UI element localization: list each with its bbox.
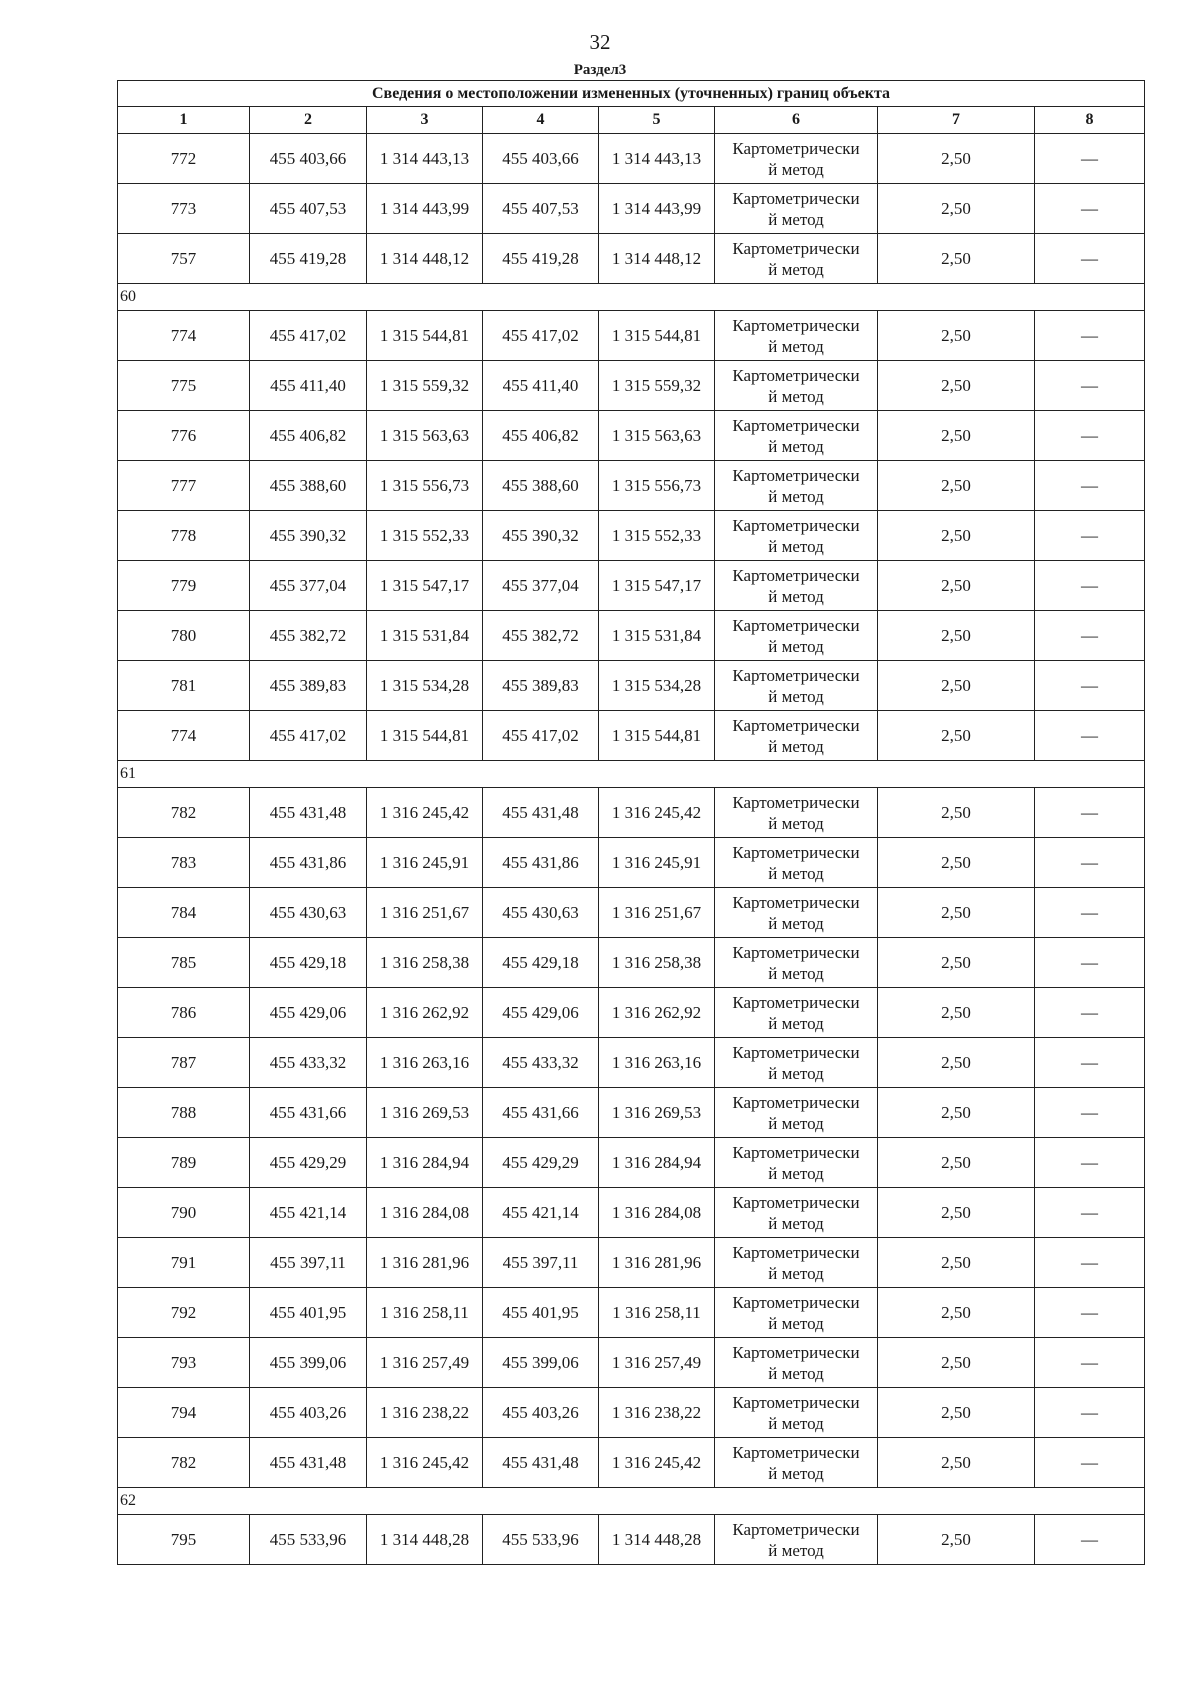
table-row (118, 134, 1145, 184)
point-number-cell: 792 (118, 1288, 250, 1338)
y-old-cell: 1 316 245,42 (367, 1438, 483, 1488)
y-new-cell: 1 315 547,17 (599, 561, 715, 611)
note-cell: — (1035, 561, 1145, 611)
x-new-cell: 455 377,04 (483, 561, 599, 611)
method-cell: Картометрически й метод (715, 1288, 878, 1338)
y-old-cell: 1 314 443,13 (367, 134, 483, 184)
x-new-cell: 455 429,18 (483, 938, 599, 988)
precision-cell: 2,50 (878, 461, 1035, 511)
precision-cell: 2,50 (878, 511, 1035, 561)
note-cell: — (1035, 1238, 1145, 1288)
precision-cell: 2,50 (878, 1388, 1035, 1438)
x-new-cell: 455 403,26 (483, 1388, 599, 1438)
note-cell: — (1035, 888, 1145, 938)
method-cell: Картометрически й метод (715, 788, 878, 838)
table-row (118, 888, 1145, 938)
y-new-cell: 1 314 448,28 (599, 1515, 715, 1565)
note-cell: — (1035, 134, 1145, 184)
table-row (118, 838, 1145, 888)
precision-cell: 2,50 (878, 1188, 1035, 1238)
precision-cell: 2,50 (878, 838, 1035, 888)
precision-cell: 2,50 (878, 938, 1035, 988)
y-new-cell: 1 316 269,53 (599, 1088, 715, 1138)
x-new-cell: 455 417,02 (483, 311, 599, 361)
table-row (118, 1188, 1145, 1238)
point-number-cell: 779 (118, 561, 250, 611)
x-old-cell: 455 429,29 (250, 1138, 367, 1188)
x-new-cell: 455 431,48 (483, 788, 599, 838)
y-old-cell: 1 316 251,67 (367, 888, 483, 938)
note-cell: — (1035, 361, 1145, 411)
x-new-cell: 455 533,96 (483, 1515, 599, 1565)
x-old-cell: 455 377,04 (250, 561, 367, 611)
table-row (118, 1388, 1145, 1438)
precision-cell: 2,50 (878, 134, 1035, 184)
precision-cell: 2,50 (878, 361, 1035, 411)
table-row (118, 711, 1145, 761)
method-cell: Картометрически й метод (715, 311, 878, 361)
column-numbers-row (118, 107, 1145, 134)
contour-group-row (118, 761, 1145, 788)
x-old-cell: 455 399,06 (250, 1338, 367, 1388)
y-old-cell: 1 315 534,28 (367, 661, 483, 711)
x-old-cell: 455 431,48 (250, 1438, 367, 1488)
method-cell: Картометрически й метод (715, 1338, 878, 1388)
table-row (118, 234, 1145, 284)
y-new-cell: 1 315 544,81 (599, 311, 715, 361)
precision-cell: 2,50 (878, 1288, 1035, 1338)
method-cell: Картометрически й метод (715, 234, 878, 284)
method-cell: Картометрически й метод (715, 1138, 878, 1188)
note-cell: — (1035, 1438, 1145, 1488)
x-new-cell: 455 401,95 (483, 1288, 599, 1338)
x-new-cell: 455 399,06 (483, 1338, 599, 1388)
y-old-cell: 1 315 544,81 (367, 311, 483, 361)
note-cell: — (1035, 234, 1145, 284)
y-new-cell: 1 316 251,67 (599, 888, 715, 938)
y-old-cell: 1 316 258,38 (367, 938, 483, 988)
point-number-cell: 772 (118, 134, 250, 184)
point-number-cell: 778 (118, 511, 250, 561)
point-number-cell: 785 (118, 938, 250, 988)
table-row (118, 1238, 1145, 1288)
x-new-cell: 455 397,11 (483, 1238, 599, 1288)
y-old-cell: 1 316 281,96 (367, 1238, 483, 1288)
method-cell: Картометрически й метод (715, 361, 878, 411)
table-row (118, 361, 1145, 411)
method-cell: Картометрически й метод (715, 461, 878, 511)
x-new-cell: 455 431,66 (483, 1088, 599, 1138)
table-row (118, 411, 1145, 461)
x-new-cell: 455 388,60 (483, 461, 599, 511)
x-new-cell: 455 403,66 (483, 134, 599, 184)
point-number-cell: 777 (118, 461, 250, 511)
y-new-cell: 1 316 281,96 (599, 1238, 715, 1288)
table-row (118, 611, 1145, 661)
x-old-cell: 455 417,02 (250, 311, 367, 361)
x-new-cell: 455 382,72 (483, 611, 599, 661)
x-new-cell: 455 421,14 (483, 1188, 599, 1238)
point-number-cell: 793 (118, 1338, 250, 1388)
point-number-cell: 789 (118, 1138, 250, 1188)
table-row (118, 938, 1145, 988)
table-row (118, 184, 1145, 234)
y-new-cell: 1 316 245,42 (599, 1438, 715, 1488)
x-new-cell: 455 406,82 (483, 411, 599, 461)
method-cell: Картометрически й метод (715, 1088, 878, 1138)
note-cell: — (1035, 411, 1145, 461)
precision-cell: 2,50 (878, 661, 1035, 711)
precision-cell: 2,50 (878, 611, 1035, 661)
table-row (118, 1288, 1145, 1338)
x-old-cell: 455 403,26 (250, 1388, 367, 1438)
column-number-5: 5 (599, 107, 715, 134)
point-number-cell: 786 (118, 988, 250, 1038)
method-cell: Картометрически й метод (715, 888, 878, 938)
method-cell: Картометрически й метод (715, 1388, 878, 1438)
precision-cell: 2,50 (878, 411, 1035, 461)
y-new-cell: 1 316 258,38 (599, 938, 715, 988)
method-cell: Картометрически й метод (715, 1188, 878, 1238)
y-new-cell: 1 316 262,92 (599, 988, 715, 1038)
y-new-cell: 1 315 559,32 (599, 361, 715, 411)
method-cell: Картометрически й метод (715, 1438, 878, 1488)
x-old-cell: 455 429,06 (250, 988, 367, 1038)
x-new-cell: 455 431,86 (483, 838, 599, 888)
method-cell: Картометрически й метод (715, 411, 878, 461)
x-new-cell: 455 429,29 (483, 1138, 599, 1188)
x-new-cell: 455 430,63 (483, 888, 599, 938)
y-new-cell: 1 314 443,13 (599, 134, 715, 184)
point-number-cell: 774 (118, 311, 250, 361)
y-old-cell: 1 315 544,81 (367, 711, 483, 761)
point-number-cell: 776 (118, 411, 250, 461)
precision-cell: 2,50 (878, 1038, 1035, 1088)
x-old-cell: 455 406,82 (250, 411, 367, 461)
note-cell: — (1035, 1288, 1145, 1338)
method-cell: Картометрически й метод (715, 838, 878, 888)
section-title: Раздел3 (573, 62, 627, 78)
table-row (118, 561, 1145, 611)
point-number-cell: 788 (118, 1088, 250, 1138)
x-old-cell: 455 397,11 (250, 1238, 367, 1288)
table-row (118, 311, 1145, 361)
x-new-cell: 455 389,83 (483, 661, 599, 711)
x-new-cell: 455 433,32 (483, 1038, 599, 1088)
x-old-cell: 455 401,95 (250, 1288, 367, 1338)
x-new-cell: 455 407,53 (483, 184, 599, 234)
y-new-cell: 1 315 556,73 (599, 461, 715, 511)
x-old-cell: 455 533,96 (250, 1515, 367, 1565)
method-cell: Картометрически й метод (715, 938, 878, 988)
note-cell: — (1035, 711, 1145, 761)
method-cell: Картометрически й метод (715, 611, 878, 661)
table-row (118, 1138, 1145, 1188)
method-cell: Картометрически й метод (715, 988, 878, 1038)
contour-number: 62 (118, 1488, 1145, 1515)
y-new-cell: 1 316 284,94 (599, 1138, 715, 1188)
method-cell: Картометрически й метод (715, 561, 878, 611)
note-cell: — (1035, 1188, 1145, 1238)
note-cell: — (1035, 788, 1145, 838)
precision-cell: 2,50 (878, 1088, 1035, 1138)
note-cell: — (1035, 461, 1145, 511)
method-cell: Картометрически й метод (715, 1238, 878, 1288)
column-number-7: 7 (878, 107, 1035, 134)
precision-cell: 2,50 (878, 1515, 1035, 1565)
table-row (118, 1338, 1145, 1388)
page-number: 32 (589, 30, 611, 54)
y-old-cell: 1 315 547,17 (367, 561, 483, 611)
y-new-cell: 1 315 534,28 (599, 661, 715, 711)
column-number-4: 4 (483, 107, 599, 134)
column-number-2: 2 (250, 107, 367, 134)
y-new-cell: 1 316 245,42 (599, 788, 715, 838)
contour-number: 61 (118, 761, 1145, 788)
x-old-cell: 455 429,18 (250, 938, 367, 988)
y-old-cell: 1 315 552,33 (367, 511, 483, 561)
y-old-cell: 1 316 257,49 (367, 1338, 483, 1388)
contour-number: 60 (118, 284, 1145, 311)
column-number-6: 6 (715, 107, 878, 134)
y-new-cell: 1 314 443,99 (599, 184, 715, 234)
contour-group-row (118, 284, 1145, 311)
point-number-cell: 773 (118, 184, 250, 234)
y-old-cell: 1 316 269,53 (367, 1088, 483, 1138)
precision-cell: 2,50 (878, 711, 1035, 761)
x-old-cell: 455 431,86 (250, 838, 367, 888)
point-number-cell: 780 (118, 611, 250, 661)
note-cell: — (1035, 1338, 1145, 1388)
point-number-cell: 787 (118, 1038, 250, 1088)
method-cell: Картометрически й метод (715, 511, 878, 561)
precision-cell: 2,50 (878, 184, 1035, 234)
y-old-cell: 1 314 448,12 (367, 234, 483, 284)
x-old-cell: 455 419,28 (250, 234, 367, 284)
precision-cell: 2,50 (878, 1138, 1035, 1188)
point-number-cell: 791 (118, 1238, 250, 1288)
y-new-cell: 1 316 257,49 (599, 1338, 715, 1388)
note-cell: — (1035, 938, 1145, 988)
note-cell: — (1035, 661, 1145, 711)
precision-cell: 2,50 (878, 788, 1035, 838)
note-cell: — (1035, 611, 1145, 661)
x-old-cell: 455 430,63 (250, 888, 367, 938)
note-cell: — (1035, 1088, 1145, 1138)
method-cell: Картометрически й метод (715, 184, 878, 234)
x-old-cell: 455 382,72 (250, 611, 367, 661)
column-number-8: 8 (1035, 107, 1145, 134)
note-cell: — (1035, 1138, 1145, 1188)
column-number-1: 1 (118, 107, 250, 134)
y-new-cell: 1 316 263,16 (599, 1038, 715, 1088)
x-old-cell: 455 390,32 (250, 511, 367, 561)
y-old-cell: 1 316 245,42 (367, 788, 483, 838)
y-new-cell: 1 316 258,11 (599, 1288, 715, 1338)
x-old-cell: 455 388,60 (250, 461, 367, 511)
point-number-cell: 790 (118, 1188, 250, 1238)
table-row (118, 661, 1145, 711)
y-new-cell: 1 315 563,63 (599, 411, 715, 461)
y-old-cell: 1 315 556,73 (367, 461, 483, 511)
x-old-cell: 455 389,83 (250, 661, 367, 711)
x-old-cell: 455 431,48 (250, 788, 367, 838)
method-cell: Картометрически й метод (715, 711, 878, 761)
point-number-cell: 782 (118, 1438, 250, 1488)
precision-cell: 2,50 (878, 1238, 1035, 1288)
y-old-cell: 1 314 448,28 (367, 1515, 483, 1565)
note-cell: — (1035, 1388, 1145, 1438)
precision-cell: 2,50 (878, 1338, 1035, 1388)
y-new-cell: 1 316 238,22 (599, 1388, 715, 1438)
x-old-cell: 455 421,14 (250, 1188, 367, 1238)
table-row (118, 1515, 1145, 1565)
point-number-cell: 784 (118, 888, 250, 938)
y-new-cell: 1 315 552,33 (599, 511, 715, 561)
coordinates-table (117, 80, 1145, 1565)
x-old-cell: 455 417,02 (250, 711, 367, 761)
y-old-cell: 1 315 531,84 (367, 611, 483, 661)
note-cell: — (1035, 988, 1145, 1038)
table-row (118, 1088, 1145, 1138)
y-old-cell: 1 314 443,99 (367, 184, 483, 234)
note-cell: — (1035, 1515, 1145, 1565)
precision-cell: 2,50 (878, 561, 1035, 611)
contour-group-row (118, 1488, 1145, 1515)
column-number-3: 3 (367, 107, 483, 134)
table-row (118, 1038, 1145, 1088)
x-new-cell: 455 417,02 (483, 711, 599, 761)
x-new-cell: 455 390,32 (483, 511, 599, 561)
x-old-cell: 455 411,40 (250, 361, 367, 411)
y-new-cell: 1 316 245,91 (599, 838, 715, 888)
note-cell: — (1035, 311, 1145, 361)
y-old-cell: 1 316 284,08 (367, 1188, 483, 1238)
method-cell: Картометрически й метод (715, 1038, 878, 1088)
table-row (118, 461, 1145, 511)
precision-cell: 2,50 (878, 311, 1035, 361)
x-new-cell: 455 431,48 (483, 1438, 599, 1488)
x-old-cell: 455 431,66 (250, 1088, 367, 1138)
point-number-cell: 794 (118, 1388, 250, 1438)
x-old-cell: 455 433,32 (250, 1038, 367, 1088)
point-number-cell: 795 (118, 1515, 250, 1565)
point-number-cell: 775 (118, 361, 250, 411)
precision-cell: 2,50 (878, 988, 1035, 1038)
point-number-cell: 781 (118, 661, 250, 711)
point-number-cell: 774 (118, 711, 250, 761)
method-cell: Картометрически й метод (715, 661, 878, 711)
x-new-cell: 455 411,40 (483, 361, 599, 411)
note-cell: — (1035, 838, 1145, 888)
y-new-cell: 1 315 544,81 (599, 711, 715, 761)
table-row (118, 988, 1145, 1038)
y-old-cell: 1 315 563,63 (367, 411, 483, 461)
y-new-cell: 1 316 284,08 (599, 1188, 715, 1238)
x-new-cell: 455 419,28 (483, 234, 599, 284)
y-old-cell: 1 316 238,22 (367, 1388, 483, 1438)
point-number-cell: 783 (118, 838, 250, 888)
precision-cell: 2,50 (878, 1438, 1035, 1488)
y-old-cell: 1 315 559,32 (367, 361, 483, 411)
point-number-cell: 757 (118, 234, 250, 284)
table-row (118, 511, 1145, 561)
y-old-cell: 1 316 262,92 (367, 988, 483, 1038)
table-row (118, 1438, 1145, 1488)
x-old-cell: 455 407,53 (250, 184, 367, 234)
y-old-cell: 1 316 263,16 (367, 1038, 483, 1088)
note-cell: — (1035, 1038, 1145, 1088)
y-new-cell: 1 315 531,84 (599, 611, 715, 661)
y-old-cell: 1 316 284,94 (367, 1138, 483, 1188)
y-old-cell: 1 316 258,11 (367, 1288, 483, 1338)
method-cell: Картометрически й метод (715, 134, 878, 184)
note-cell: — (1035, 184, 1145, 234)
x-new-cell: 455 429,06 (483, 988, 599, 1038)
x-old-cell: 455 403,66 (250, 134, 367, 184)
y-old-cell: 1 316 245,91 (367, 838, 483, 888)
table-row (118, 788, 1145, 838)
precision-cell: 2,50 (878, 234, 1035, 284)
y-new-cell: 1 314 448,12 (599, 234, 715, 284)
table-caption: Сведения о местоположении измененных (уточненных) границ объекта (118, 81, 1145, 107)
precision-cell: 2,50 (878, 888, 1035, 938)
method-cell: Картометрически й метод (715, 1515, 878, 1565)
point-number-cell: 782 (118, 788, 250, 838)
note-cell: — (1035, 511, 1145, 561)
